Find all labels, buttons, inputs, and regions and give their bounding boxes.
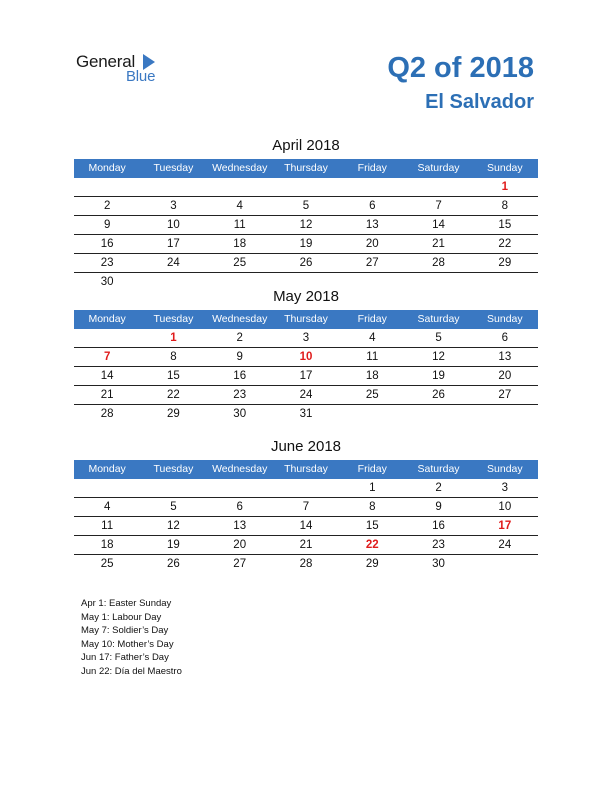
day-cell: 16	[100, 238, 114, 250]
weekday-label: Thursday	[284, 162, 328, 174]
holiday-day-cell: 17	[498, 520, 512, 532]
day-cell: 23	[100, 257, 114, 269]
day-cell: 1	[369, 482, 376, 494]
day-cell	[74, 178, 140, 196]
day-cell: 19	[167, 539, 180, 551]
month-april	[74, 136, 538, 291]
day-cell: 6	[501, 332, 509, 344]
day-cell	[339, 178, 405, 196]
day-cell: 28	[432, 257, 445, 269]
month-june	[74, 437, 538, 573]
day-cell: 22	[167, 389, 180, 401]
weekday-label: Sunday	[487, 463, 523, 475]
day-cell: 25	[365, 389, 379, 401]
week-row	[74, 555, 538, 573]
month-title: June 2018	[270, 438, 342, 455]
holiday-day-cell: 10	[299, 351, 313, 363]
logo-text-general: General	[76, 52, 136, 71]
weekday-header	[74, 159, 538, 178]
week-row	[74, 517, 538, 536]
day-cell: 7	[302, 501, 310, 513]
week-row	[74, 235, 538, 254]
weekday-label: Tuesday	[153, 463, 194, 475]
weekday-label: Friday	[357, 162, 387, 174]
day-cell: 19	[432, 370, 445, 382]
day-cell: 14	[432, 219, 445, 231]
day-cell: 21	[299, 539, 313, 551]
day-cell: 4	[103, 501, 111, 513]
day-cell: 13	[498, 351, 512, 363]
week-row	[74, 254, 538, 273]
week-row	[74, 329, 538, 348]
day-cell	[472, 555, 538, 573]
weekday-label: Monday	[88, 162, 126, 174]
day-cell: 11	[233, 219, 246, 231]
holiday-day-cell: 1	[170, 332, 177, 344]
day-cell: 7	[435, 200, 442, 212]
month-title: May 2018	[273, 288, 339, 305]
day-cell	[207, 178, 273, 196]
weekday-label: Monday	[88, 313, 126, 325]
logo-text-blue: Blue	[126, 68, 156, 85]
day-cell: 26	[299, 257, 313, 269]
day-cell: 28	[299, 558, 313, 570]
day-cell: 11	[366, 351, 379, 363]
weekday-label: Thursday	[284, 463, 328, 475]
holiday-note: May 7: Soldier’s Day	[81, 625, 169, 637]
day-cell: 24	[299, 389, 313, 401]
holiday-notes	[81, 597, 182, 679]
weekday-label: Friday	[357, 463, 387, 475]
day-cell: 4	[236, 200, 243, 212]
day-cell: 12	[299, 219, 313, 231]
week-row	[74, 479, 538, 498]
day-cell: 17	[167, 238, 180, 250]
day-cell	[207, 479, 273, 497]
day-cell	[140, 479, 206, 497]
day-cell: 14	[100, 370, 114, 382]
day-cell	[472, 405, 538, 423]
day-cell: 30	[233, 408, 247, 420]
weekday-label: Wednesday	[212, 162, 268, 174]
day-cell: 2	[236, 332, 243, 344]
day-cell: 31	[299, 408, 313, 420]
day-cell	[405, 405, 471, 423]
page-title: Q2 of 2018	[387, 52, 534, 84]
holiday-day-cell: 22	[365, 539, 379, 551]
weekday-label: Tuesday	[153, 162, 194, 174]
weekday-label: Thursday	[284, 313, 328, 325]
holiday-note: May 10: Mother’s Day	[81, 638, 174, 650]
day-cell: 27	[365, 257, 379, 269]
day-cell: 26	[167, 558, 180, 570]
day-cell: 21	[432, 238, 445, 250]
holiday-note: Jun 22: Día del Maestro	[81, 665, 182, 677]
weekday-label: Sunday	[487, 313, 523, 325]
day-cell: 22	[498, 238, 512, 250]
day-cell: 29	[167, 408, 180, 420]
day-cell	[140, 178, 206, 196]
country-name: El Salvador	[425, 91, 534, 113]
day-cell: 17	[299, 370, 313, 382]
day-cell: 4	[369, 332, 376, 344]
day-cell	[74, 479, 140, 497]
weekday-label: Wednesday	[212, 313, 268, 325]
weekday-label: Saturday	[417, 313, 460, 325]
day-cell: 9	[103, 219, 111, 231]
weekday-label: Wednesday	[212, 463, 268, 475]
week-row	[74, 367, 538, 386]
day-cell: 8	[369, 501, 376, 513]
day-cell: 25	[233, 257, 247, 269]
day-cell	[405, 178, 471, 196]
day-cell: 24	[167, 257, 180, 269]
day-cell: 12	[432, 351, 445, 363]
day-cell: 23	[233, 389, 247, 401]
day-cell: 27	[233, 558, 247, 570]
day-cell: 13	[365, 219, 379, 231]
weekday-label: Saturday	[417, 162, 460, 174]
day-cell: 5	[170, 501, 177, 513]
day-cell: 20	[498, 370, 512, 382]
day-cell: 30	[432, 558, 445, 570]
day-cell: 15	[498, 219, 512, 231]
holiday-note: May 1: Labour Day	[81, 611, 162, 623]
holiday-day-cell: 7	[103, 351, 111, 363]
weekday-label: Friday	[357, 313, 387, 325]
day-cell: 5	[302, 200, 310, 212]
day-cell: 25	[100, 558, 114, 570]
holiday-note: Apr 1: Easter Sunday	[81, 598, 172, 609]
day-cell: 15	[365, 520, 379, 532]
day-cell: 20	[365, 238, 379, 250]
day-cell: 16	[432, 520, 445, 532]
day-cell	[273, 479, 339, 497]
day-cell: 3	[302, 332, 310, 344]
day-cell: 18	[100, 539, 114, 551]
day-cell: 9	[236, 351, 243, 363]
week-row	[74, 498, 538, 517]
weekday-label: Tuesday	[153, 313, 194, 325]
day-cell: 10	[167, 219, 180, 231]
day-cell: 2	[435, 482, 442, 494]
day-cell: 9	[435, 501, 442, 513]
day-cell: 18	[233, 238, 247, 250]
weekday-label: Sunday	[487, 162, 523, 174]
day-cell: 15	[167, 370, 180, 382]
month-may	[74, 287, 538, 423]
week-row	[74, 405, 538, 423]
day-cell: 8	[501, 200, 509, 212]
day-cell	[339, 405, 405, 423]
day-cell: 27	[498, 389, 512, 401]
weekday-header	[74, 460, 538, 479]
day-cell	[273, 178, 339, 196]
day-cell: 6	[236, 501, 243, 513]
week-row	[74, 536, 538, 555]
day-cell: 29	[498, 257, 512, 269]
weekday-header	[74, 310, 538, 329]
weekday-label: Monday	[88, 463, 126, 475]
day-cell: 11	[101, 520, 114, 532]
day-cell: 13	[233, 520, 247, 532]
week-row	[74, 178, 538, 197]
week-row	[74, 386, 538, 405]
day-cell: 8	[170, 351, 177, 363]
day-cell: 6	[369, 200, 376, 212]
day-cell	[74, 329, 140, 347]
month-title: April 2018	[272, 137, 340, 154]
day-cell: 12	[167, 520, 180, 532]
holiday-day-cell: 1	[501, 181, 509, 193]
day-cell: 5	[435, 332, 442, 344]
day-cell: 10	[498, 501, 512, 513]
day-cell: 2	[103, 200, 111, 212]
day-cell: 21	[100, 389, 114, 401]
day-cell: 16	[233, 370, 247, 382]
day-cell: 3	[170, 200, 177, 212]
day-cell: 14	[299, 520, 313, 532]
day-cell: 26	[432, 389, 445, 401]
day-cell: 23	[432, 539, 445, 551]
day-cell: 30	[100, 276, 114, 288]
day-cell: 24	[498, 539, 512, 551]
week-row	[74, 348, 538, 367]
week-row	[74, 216, 538, 235]
day-cell: 20	[233, 539, 247, 551]
weekday-label: Saturday	[417, 463, 460, 475]
day-cell: 19	[299, 238, 313, 250]
day-cell: 18	[365, 370, 379, 382]
day-cell: 28	[100, 408, 114, 420]
holiday-note: Jun 17: Father’s Day	[81, 652, 169, 664]
day-cell: 29	[365, 558, 379, 570]
generalblue-logo	[76, 52, 186, 92]
day-cell: 3	[501, 482, 509, 494]
week-row	[74, 197, 538, 216]
